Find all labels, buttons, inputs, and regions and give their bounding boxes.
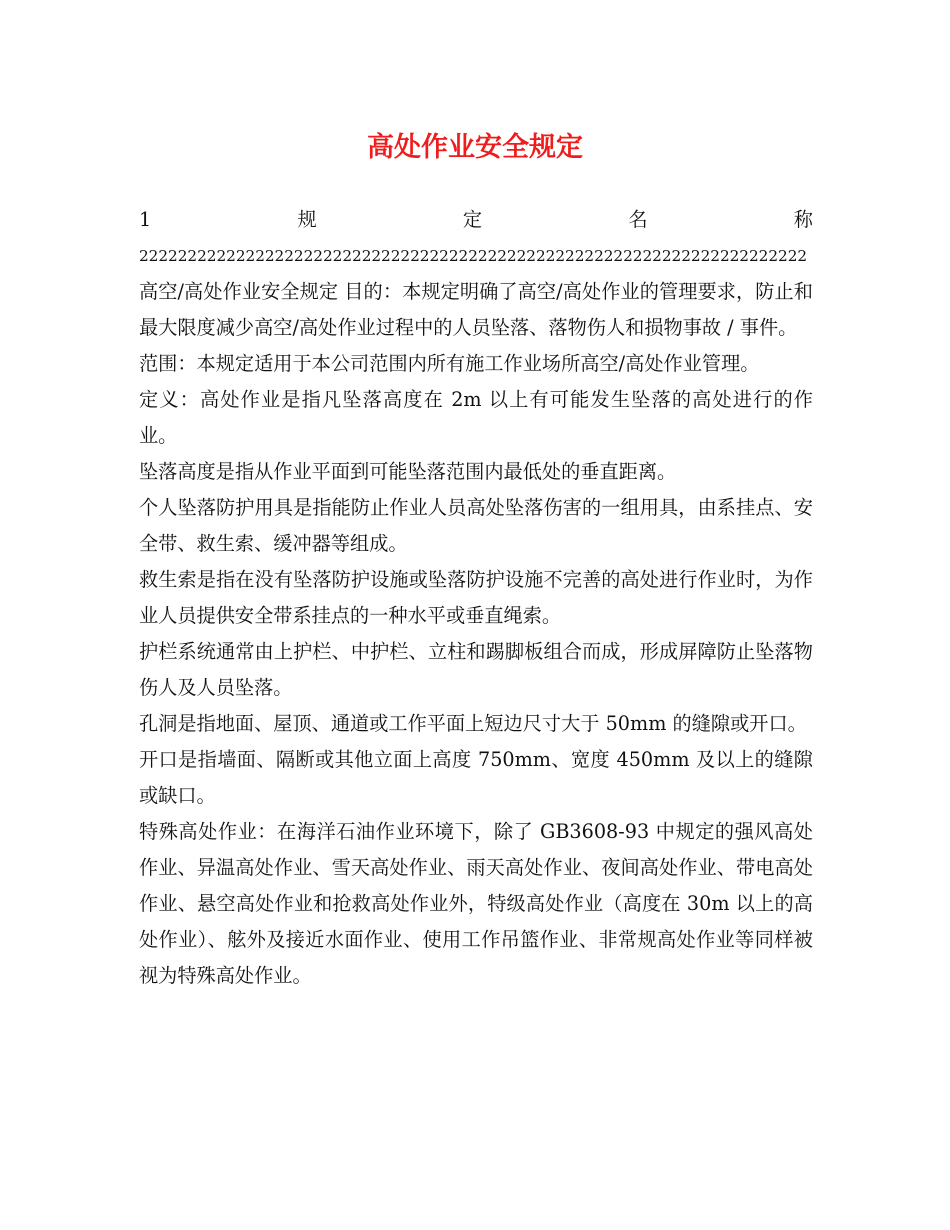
paragraph-lifeline: 救生索是指在没有坠落防护设施或坠落防护设施不完善的高处进行作业时，为作业人员提供安全带系挂点的一种水平或垂直绳索。	[139, 568, 813, 627]
paragraph-opening: 开口是指墙面、隔断或其他立面上高度 750mm、宽度 450mm 及以上的缝隙或缺口。	[139, 748, 813, 807]
section-heading-char: 名	[628, 208, 648, 231]
paragraph-definition: 定义：高处作业是指凡坠落高度在 2m 以上有可能发生坠落的高处进行的作业。	[139, 388, 813, 447]
document-title: 高处作业安全规定	[367, 132, 583, 163]
section-heading-char: 规	[297, 208, 317, 231]
filler-line: 222222222222222222222222222222222222222222222222222222222222222222222	[139, 247, 808, 265]
section-heading-char: 定	[462, 208, 483, 231]
document-body	[139, 202, 813, 994]
section-heading	[139, 202, 813, 238]
paragraph-purpose: 高空/高处作业安全规定 目的：本规定明确了高空/高处作业的管理要求，防止和最大限度减少高空/高处作业过程中的人员坠落、落物伤人和损物事故 / 事件。	[139, 280, 813, 339]
section-heading-char: 称	[793, 208, 813, 231]
section-number: 1	[139, 208, 152, 231]
paragraph-scope: 范围：本规定适用于本公司范围内所有施工作业场所高空/高处作业管理。	[139, 352, 760, 375]
paragraph-hole: 孔洞是指地面、屋顶、通道或工作平面上短边尺寸大于 50mm 的缝隙或开口。	[139, 712, 807, 735]
paragraph-guardrail: 护栏系统通常由上护栏、中护栏、立柱和踢脚板组合而成，形成屏障防止坠落物伤人及人员坠落。	[139, 640, 813, 699]
paragraph-fall-protection: 个人坠落防护用具是指能防止作业人员高处坠落伤害的一组用具，由系挂点、安全带、救生索、缓冲器等组成。	[139, 496, 813, 555]
paragraph-fall-height: 坠落高度是指从作业平面到可能坠落范围内最低处的垂直距离。	[139, 460, 677, 483]
paragraph-special-work: 特殊高处作业：在海洋石油作业环境下，除了 GB3608-93 中规定的强风高处作业、异温高处作业、雪天高处作业、雨天高处作业、夜间高处作业、带电高处作业、悬空高处作业和抢救高处作业外，特级高处作业（高度在 30m 以上的高处作业）、舷外及接近水面作业、使用工作吊篮作业、非常规高处作业等同样被视为特殊高处作业。	[139, 820, 813, 987]
